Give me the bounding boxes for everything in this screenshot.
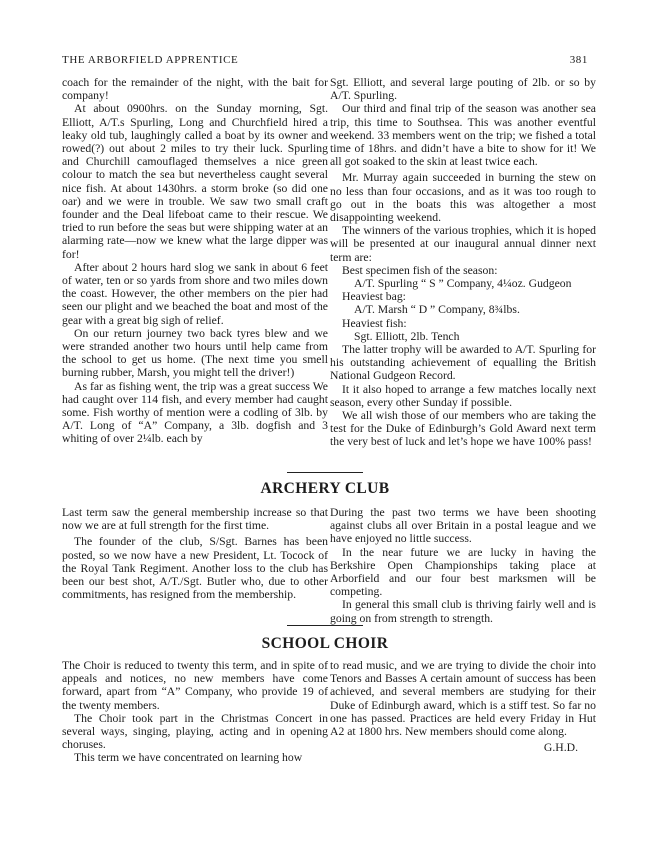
- paragraph: After about 2 hours hard slog we sank in about 6 feet of water, ten or so yards from shore and two miles down the coast. However, the other members on the pier had seen our plight and we beached the boat and most of the gear with a great big sigh of relief.: [62, 260, 328, 327]
- paragraph: At about 0900hrs. on the Sunday morning, Sgt. Elliott, A/T.s Spurling, Long and Churchfield hired a leaky old tub, laughingly called a boat by its owner and rowed(?) out about 2 miles to try their luck. Spurling and Churchill camouflaged themselves a nice green colour to match the sea but nevertheless caught several nice fish. At about 1430hrs. a storm broke (so did one oar) and we were in trouble. We saw two small craft founder and the Deal lifeboat came to their rescue. We tried to run before the seas but were shipping water at an alarming rate—now we knew what the large dipper was for!: [62, 102, 328, 261]
- paragraph: In general this small club is thriving fairly well and is going on from strength to strength.: [330, 598, 596, 625]
- paragraph: During the past two terms we have been shooting against clubs all over Britain in a postal league and we have enjoyed no little success.: [330, 506, 596, 546]
- paragraph: It it also hoped to arrange a few matches locally next season, every other Sunday if possible.: [330, 382, 596, 409]
- trophy-label: Best specimen fish of the season:: [342, 263, 498, 277]
- running-head-title: THE ARBORFIELD APPRENTICE: [62, 54, 239, 66]
- trophy-winner: A/T. Marsh “ D ” Company, 8¾lbs.: [354, 303, 520, 317]
- page-number: 381: [569, 54, 588, 66]
- section-divider: [287, 625, 363, 626]
- paragraph: This term we have concentrated on learning how: [74, 751, 303, 765]
- paragraph: Sgt. Elliott, and several large pouting of 2lb. or so by A/T. Spurling.: [330, 76, 596, 103]
- paragraph: As far as fishing went, the trip was a great success We had caught over 114 fish, and every member had caught some. Fish worthy of mention were a codling of 3lb. by A/T. Long of “A” Company, a 3lb. dogfish and 3 whiting of over 2¼lb. each by: [62, 379, 328, 446]
- trophy-label: Heaviest fish:: [342, 316, 407, 330]
- paragraph: coach for the remainder of the night, with the bait for company!: [62, 76, 328, 103]
- archery-left-column: [62, 506, 328, 601]
- paragraph: Our third and final trip of the season was another sea trip, this time to Southsea. This was another eventful weekend. 33 members went on the trip; we fished a total time of 18hrs. and didn’t have a bite to show for it! We all got soaked to the skin at least twice each.: [330, 102, 596, 169]
- paragraph: The latter trophy will be awarded to A/T. Spurling for his outstanding achievement of equalling the British National Gudgeon Record.: [330, 343, 596, 383]
- paragraph: We all wish those of our members who are taking the test for the Duke of Edinburgh’s Gold Award next term the very best of luck and let’s hope we have 100% pass!: [330, 409, 596, 449]
- paragraph: The Choir took part in the Christmas Concert in several ways, singing, playing, acting and in opening choruses.: [62, 711, 328, 752]
- trophy-winner: Sgt. Elliott, 2lb. Tench: [354, 329, 460, 343]
- school-choir-heading: SCHOOL CHOIR: [261, 635, 389, 652]
- author-signature: G.H.D.: [543, 741, 578, 755]
- fishing-report-right-column: [330, 76, 596, 449]
- archery-right-column: [330, 506, 596, 625]
- fishing-report-left-column: [62, 76, 328, 446]
- archery-club-heading: ARCHERY CLUB: [260, 480, 390, 497]
- trophy-label: Heaviest bag:: [342, 290, 406, 304]
- paragraph: The winners of the various trophies, which it is hoped will be presented at our inaugural annual dinner next term are:: [330, 224, 596, 264]
- paragraph: On our return journey two back tyres blew and we were stranded another two hours until help came from the school to get us home. (The next time you smell burning rubber, Marsh, you might tell the driver!): [62, 326, 328, 380]
- paragraph: Mr. Murray again succeeded in burning the stew on no less than four occasions, and as it was too rough to go out in the boats this was altogether a most disappointing weekend.: [330, 171, 596, 225]
- choir-left-column: [62, 659, 328, 765]
- paragraph: The Choir is reduced to twenty this term, and in spite of appeals and notices, no new members have come forward, apart from “A” Company, who provide 19 of the twenty members.: [62, 659, 328, 712]
- choir-right-column: [330, 659, 596, 754]
- paragraph: to read music, and we are trying to divide the choir into Tenors and Basses A certain amount of success has been achieved, and several members are studying for their Duke of Edinburgh award, which is a stiff test. So far no one has passed. Practices are held every Friday in Hut A2 at 1800 hrs. New members should come along.: [330, 659, 596, 739]
- paragraph: Last term saw the general membership increase so that now we are at full strength for the first time.: [62, 506, 328, 533]
- trophy-winner: A/T. Spurling “ S ” Company, 4¼oz. Gudgeon: [354, 277, 572, 291]
- paragraph: In the near future we are lucky in having the Berkshire Open Championships taking place at Arborfield and our four best marksmen will be competing.: [330, 545, 596, 599]
- section-divider: [287, 472, 363, 473]
- paragraph: The founder of the club, S/Sgt. Barnes has been posted, so we now have a new President, Lt. Tocock of the Royal Tank Regiment. Another loss to the club has been our best shot, A/T./Sgt. Butler who, due to other commitments, has resigned from the membership.: [62, 535, 328, 602]
